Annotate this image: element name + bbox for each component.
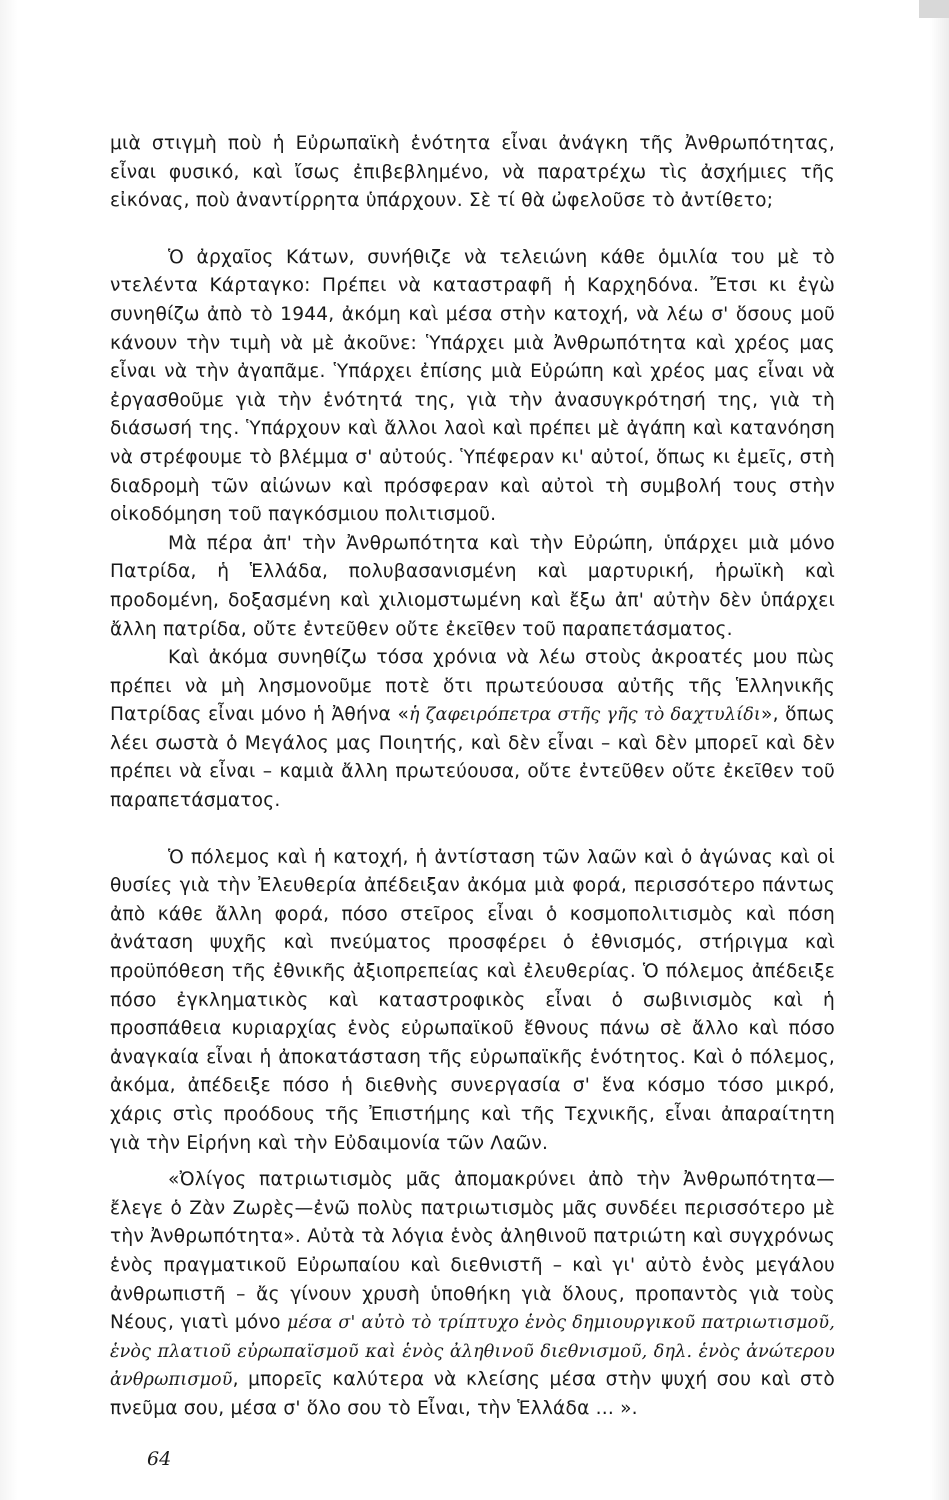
page-body: [110, 130, 835, 1424]
paragraph-6-text-end: , μπορεῖς καλύτερα νὰ κλείσης μέσα στὴν ψυχή σου καὶ στὸ πνεῦμα σου, μέσα σ' ὅλο σου τὸ Εἶναι, τὴν Ἑλλάδα ... ».: [110, 1369, 835, 1419]
paragraph-2: [110, 244, 835, 530]
paragraph-4-text-start: Καὶ ἀκόμα συνηθίζω τόσα χρόνια νὰ λέω στοὺς ἀκροατές μου πὼς πρέπει νὰ μὴ λησμονοῦμε ποτὲ ὅτι πρωτεύουσα αὐτῆς τῆς Ἑλληνικῆς Πατρίδας εἶναι μόνο ἡ Ἀθήνα «: [110, 647, 835, 726]
paragraph-4: [110, 644, 835, 816]
paragraph-5-text: Ὁ πόλεμος καὶ ἡ κατοχή, ἡ ἀντίσταση τῶν λαῶν καὶ ὁ ἀγώνας καὶ οἱ θυσίες γιὰ τὴν Ἐλευθερία ἀπέδειξαν ἀκόμα μιὰ φορά, περισσότερο πάντως ἀπὸ κάθε ἄλλη φορά, πόσο στεῖρος εἶναι ὁ κοσμοπολιτισμὸς καὶ πόση ἀνάταση ψυχῆς καὶ πνεύματος προσφέρει ὁ ἐθνισμός, στήριγμα καὶ προϋπόθεση τῆς ἐθνικῆς ἀξιοπρεπείας καὶ ἐλευθερίας. Ὁ πόλεμος ἀπέδειξε πόσο ἐγκληματικὸς καὶ καταστροφικὸς εἶναι ὁ σωβινισμὸς καὶ ἡ προσπάθεια κυριαρχίας ἑνὸς εὐρωπαϊκοῦ ἔθνους πάνω σὲ ἄλλο καὶ πόσο ἀναγκαία εἶναι ἡ ἀποκατάσταση τῆς εὐρωπαϊκῆς ἑνότητος. Καὶ ὁ πόλεμος, ἀκόμα, ἀπέδειξε πόσο ἡ διεθνὴς συνεργασία σ' ἕνα κόσμο τόσο μικρό, χάρις στὶς προόδους τῆς Ἐπιστήμης καὶ τῆς Τεχνικῆς, εἶναι ἀπαραίτητη γιὰ τὴν Εἰρήνη καὶ τὴν Εὐδαιμονία τῶν Λαῶν.: [110, 846, 835, 1154]
paragraph-2-text: Ὁ ἀρχαῖος Κάτων, συνήθιζε νὰ τελειώνη κάθε ὁμιλία του μὲ τὸ ντελέντα Κάρταγκο: Πρέπει νὰ καταστραφῆ ἡ Καρχηδόνα. Ἔτσι κι ἐγὼ συνηθίζω ἀπὸ τὸ 1944, ἀκόμη καὶ μέσα στὴν κατοχή, νὰ λέω σ' ὅσους μοῦ κάνουν τὴν τιμὴ νὰ μὲ ἀκοῦνε: Ὑπάρχει μιὰ Ἀνθρωπότητα καὶ χρέος μας εἶναι νὰ τὴν ἀγαπᾶμε. Ὑπάρχει ἐπίσης μιὰ Εὐρώπη καὶ χρέος μας εἶναι νὰ ἐργασθοῦμε γιὰ τὴν ἑνότητά της, γιὰ τὴν ἀνασυγκρότησή της, γιὰ τὴ διάσωσή της. Ὑπάρχουν καὶ ἄλλοι λαοὶ καὶ πρέπει μὲ ἀγάπη καὶ κατανόηση νὰ στρέφουμε τὸ βλέμμα σ' αὐτούς. Ὑπέφεραν κι' αὐτοί, ὅπως κι ἐμεῖς, στὴ διαδρομὴ τῶν αἰώνων καὶ πρόσφεραν καὶ αὐτοὶ τὴ συμβολή τους στὴν οἰκοδόμηση τοῦ παγκόσμιου πολιτισμοῦ.: [110, 246, 835, 526]
paragraph-1-text: μιὰ στιγμὴ ποὺ ἡ Εὐρωπαϊκὴ ἑνότητα εἶναι ἀνάγκη τῆς Ἀνθρωπότητας, εἶναι φυσικό, καὶ ἴσως ἐπιβεβλημένο, νὰ παρατρέχω τὶς ἀσχήμιες τῆς εἰκόνας, ποὺ ἀναντίρρητα ὑπάρχουν. Σὲ τί θὰ ὠφελοῦσε τὸ ἀντίθετο;: [110, 133, 835, 212]
paragraph-4-poet-quote: ἡ ζαφειρόπετρα στῆς γῆς τὸ δαχτυλίδι: [409, 705, 761, 726]
paragraph-3-text: Μὰ πέρα ἀπ' τὴν Ἀνθρωπότητα καὶ τὴν Εὐρώπη, ὑπάρχει μιὰ μόνο Πατρίδα, ἡ Ἑλλάδα, πολυβασανισμένη καὶ μαρτυρική, ἡρωϊκὴ καὶ προδομένη, δοξασμένη καὶ χιλιομστωμένη καὶ ἔξω ἀπ' αὐτὴν δὲν ὑπάρχει ἄλλη πατρίδα, οὔτε ἐντεῦθεν οὔτε ἐκεῖθεν τοῦ παραπετάσματος.: [110, 532, 835, 640]
paragraph-6: [110, 1166, 835, 1423]
paragraph-6-text-start: «Ὀλίγος πατριωτισμὸς μᾶς ἀπομακρύνει ἀπὸ τὴν Ἀνθρωπότητα— ἔλεγε ὁ Ζὰν Ζωρὲς—ἐνῶ πολὺς πατριωτισμὸς μᾶς συνδέει περισσότερο μὲ τὴν Ἀνθρωπότητα». Αὐτὰ τὰ λόγια ἑνὸς ἀληθινοῦ πατριώτη καὶ συγχρόνως ἑνὸς πραγματικοῦ Εὐρωπαίου καὶ διεθνιστῆ – καὶ γι' αὐτὸ ἑνὸς μεγάλου ἀνθρωπιστῆ – ἄς γίνουν χρυσὴ ὑποθήκη γιὰ ὅλους, προπαντὸς γιὰ τοὺς Νέους, γιατὶ μόνο: [110, 1169, 835, 1334]
paragraph-3: [110, 530, 835, 644]
page-number: 64: [147, 1448, 172, 1470]
paragraph-1: [110, 130, 835, 216]
paragraph-5: [110, 844, 835, 1159]
paragraph-6-triptych-emphasis: μέσα σ' αὐτὸ τὸ τρίπτυχο ἑνὸς δημιουργικοῦ πατριωτισμοῦ, ἑνὸς πλατιοῦ εὐρωπαϊσμοῦ καὶ ἑνὸς ἀληθινοῦ διεθνισμοῦ, δηλ. ἑνὸς ἀνώτερου ἀνθρωπισμοῦ: [110, 1313, 835, 1391]
paragraph-4-text-end: », ὅπως λέει σωστὰ ὁ Μεγάλος μας Ποιητής, καὶ δὲν εἶναι – καὶ δὲν μπορεῖ καὶ δὲν πρέπει νὰ εἶναι – καμιὰ ἄλλη πρωτεύουσα, οὔτε ἐντεῦθεν οὔτε ἐκεῖθεν τοῦ παραπετάσματος.: [110, 704, 835, 812]
scan-corner-shadow: [919, 0, 949, 18]
